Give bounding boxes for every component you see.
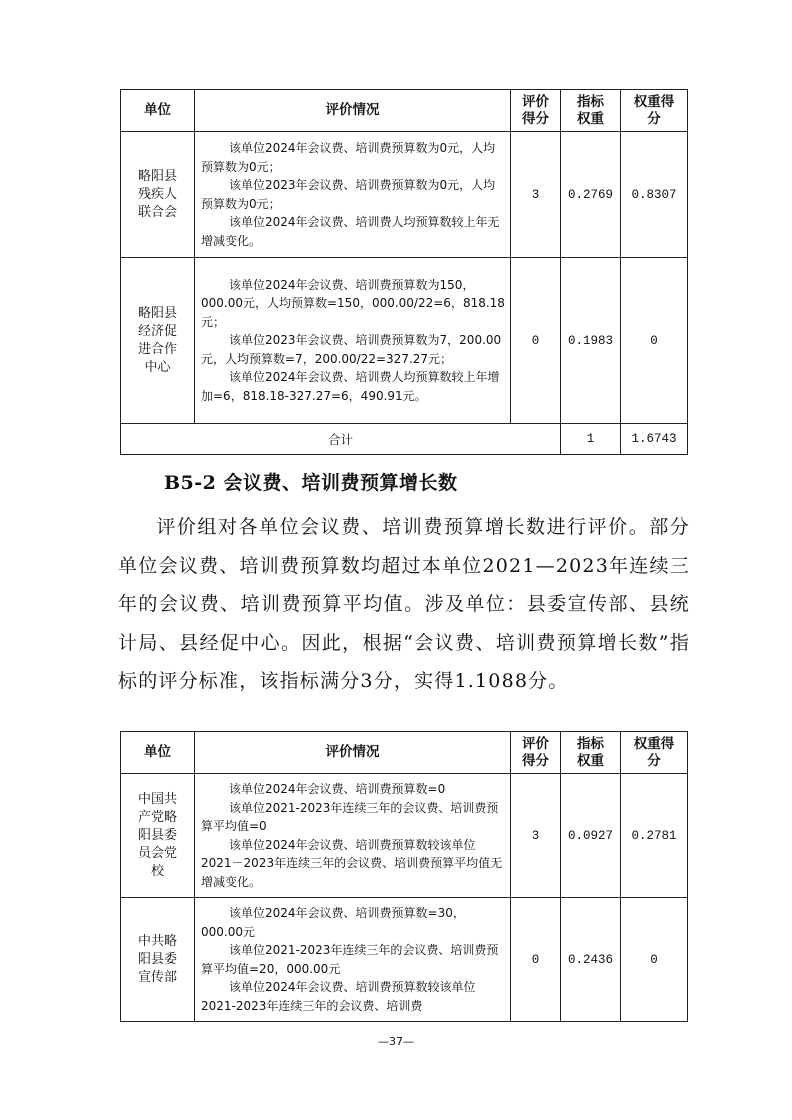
header-score xyxy=(511,732,561,774)
evaluation-line: 该单位2024年会议费、培训费预算数较该单位2021－2023年连续三年的会议费、培训费预算平均值无增减变化。 xyxy=(201,837,503,889)
table-row xyxy=(121,898,688,1022)
evaluation-text xyxy=(195,898,511,1022)
unit-name xyxy=(121,898,195,1022)
evaluation-text xyxy=(195,132,511,258)
header-score xyxy=(511,90,561,132)
page-number: —37— xyxy=(378,1035,414,1048)
unit-name xyxy=(121,774,195,898)
weight-value: 0.2769 xyxy=(561,132,621,258)
header-weighted-score-text: 权重得 分 xyxy=(633,735,675,769)
header-weighted-score xyxy=(621,90,688,132)
header-weighted-score xyxy=(621,732,688,774)
header-score-text: 评价 得分 xyxy=(522,735,549,769)
table-header-row xyxy=(121,732,688,774)
header-weight-text: 指标 权重 xyxy=(577,735,604,769)
total-label: 合计 xyxy=(121,424,561,455)
evaluation-line: 该单位2024年会议费、培训费预算数为150，000.00元，人均预算数=150，000.00/22=6，818.18元； xyxy=(201,277,505,329)
unit-name-text: 中国共 产党略 阳县委 员会党 校 xyxy=(137,791,177,879)
header-weighted-score-text: 权重得 分 xyxy=(633,93,675,127)
weighted-score-value: 0 xyxy=(621,258,688,424)
evaluation-line: 该单位2023年会议费、培训费预算数为7，200.00元，人均预算数=7，200.00/22=327.27元； xyxy=(201,333,502,366)
evaluation-text xyxy=(195,774,511,898)
section-heading: B5-2 会议费、培训费预算增长数 xyxy=(164,472,458,494)
evaluation-table-1 xyxy=(120,89,688,455)
section-paragraph xyxy=(118,508,690,701)
paragraph-text: 评价组对各单位会议费、培训费预算增长数进行评价。部分单位会议费、培训费预算数均超过本单位2021—2023年连续三年的会议费、培训费预算平均值。涉及单位：县委宣传部、县统计局、县经促中心。因此，根据“会议费、培训费预算增长数”指标的评分标准，该指标满分3分，实得1.1088分。 xyxy=(118,516,690,692)
weighted-score-value: 0.2781 xyxy=(621,774,688,898)
evaluation-line: 该单位2024年会议费、培训费预算数较该单位2021-2023年连续三年的会议费、培训费 xyxy=(201,980,476,1013)
evaluation-line: 该单位2023年会议费、培训费预算数为0元，人均预算数为0元； xyxy=(201,178,496,211)
score-value: 0 xyxy=(511,898,561,1022)
score-value: 3 xyxy=(511,774,561,898)
evaluation-line: 该单位2021-2023年连续三年的会议费、培训费预算平均值=0 xyxy=(201,800,499,833)
evaluation-line: 该单位2021-2023年连续三年的会议费、培训费预算平均值=20，000.00元 xyxy=(201,943,499,976)
weighted-score-value: 0.8307 xyxy=(621,132,688,258)
unit-name-text: 略阳县 经济促 进合作 中心 xyxy=(137,305,177,375)
header-weight xyxy=(561,90,621,132)
header-weight-text: 指标 权重 xyxy=(577,93,604,127)
table-row xyxy=(121,132,688,258)
evaluation-line: 该单位2024年会议费、培训费人均预算数较上年无增减变化。 xyxy=(201,215,500,248)
total-row xyxy=(121,424,688,455)
score-value: 3 xyxy=(511,132,561,258)
unit-name-text: 略阳县 残疾人 联合会 xyxy=(137,168,177,220)
total-weight: 1 xyxy=(561,424,621,455)
header-evaluation: 评价情况 xyxy=(195,90,511,132)
header-unit: 单位 xyxy=(121,732,195,774)
evaluation-text xyxy=(195,258,511,424)
header-evaluation: 评价情况 xyxy=(195,732,511,774)
table-row xyxy=(121,774,688,898)
total-weighted-score: 1.6743 xyxy=(621,424,688,455)
table-row xyxy=(121,258,688,424)
header-weight xyxy=(561,732,621,774)
weight-value: 0.1983 xyxy=(561,258,621,424)
unit-name xyxy=(121,258,195,424)
header-score-text: 评价 得分 xyxy=(522,93,549,127)
evaluation-table-2 xyxy=(120,731,688,1022)
evaluation-line: 该单位2024年会议费、培训费预算数为0元，人均预算数为0元； xyxy=(201,141,496,174)
evaluation-line: 该单位2024年会议费、培训费预算数=30，000.00元 xyxy=(201,906,465,939)
weight-value: 0.2436 xyxy=(561,898,621,1022)
weighted-score-value: 0 xyxy=(621,898,688,1022)
evaluation-line: 该单位2024年会议费、培训费预算数=0 xyxy=(229,782,446,796)
evaluation-line: 该单位2024年会议费、培训费人均预算数较上年增加=6，818.18-327.27=6，490.91元。 xyxy=(201,370,500,403)
unit-name-text: 中共略 阳县委 宣传部 xyxy=(137,933,177,985)
table-header-row xyxy=(121,90,688,132)
unit-name xyxy=(121,132,195,258)
score-value: 0 xyxy=(511,258,561,424)
weight-value: 0.0927 xyxy=(561,774,621,898)
header-unit: 单位 xyxy=(121,90,195,132)
